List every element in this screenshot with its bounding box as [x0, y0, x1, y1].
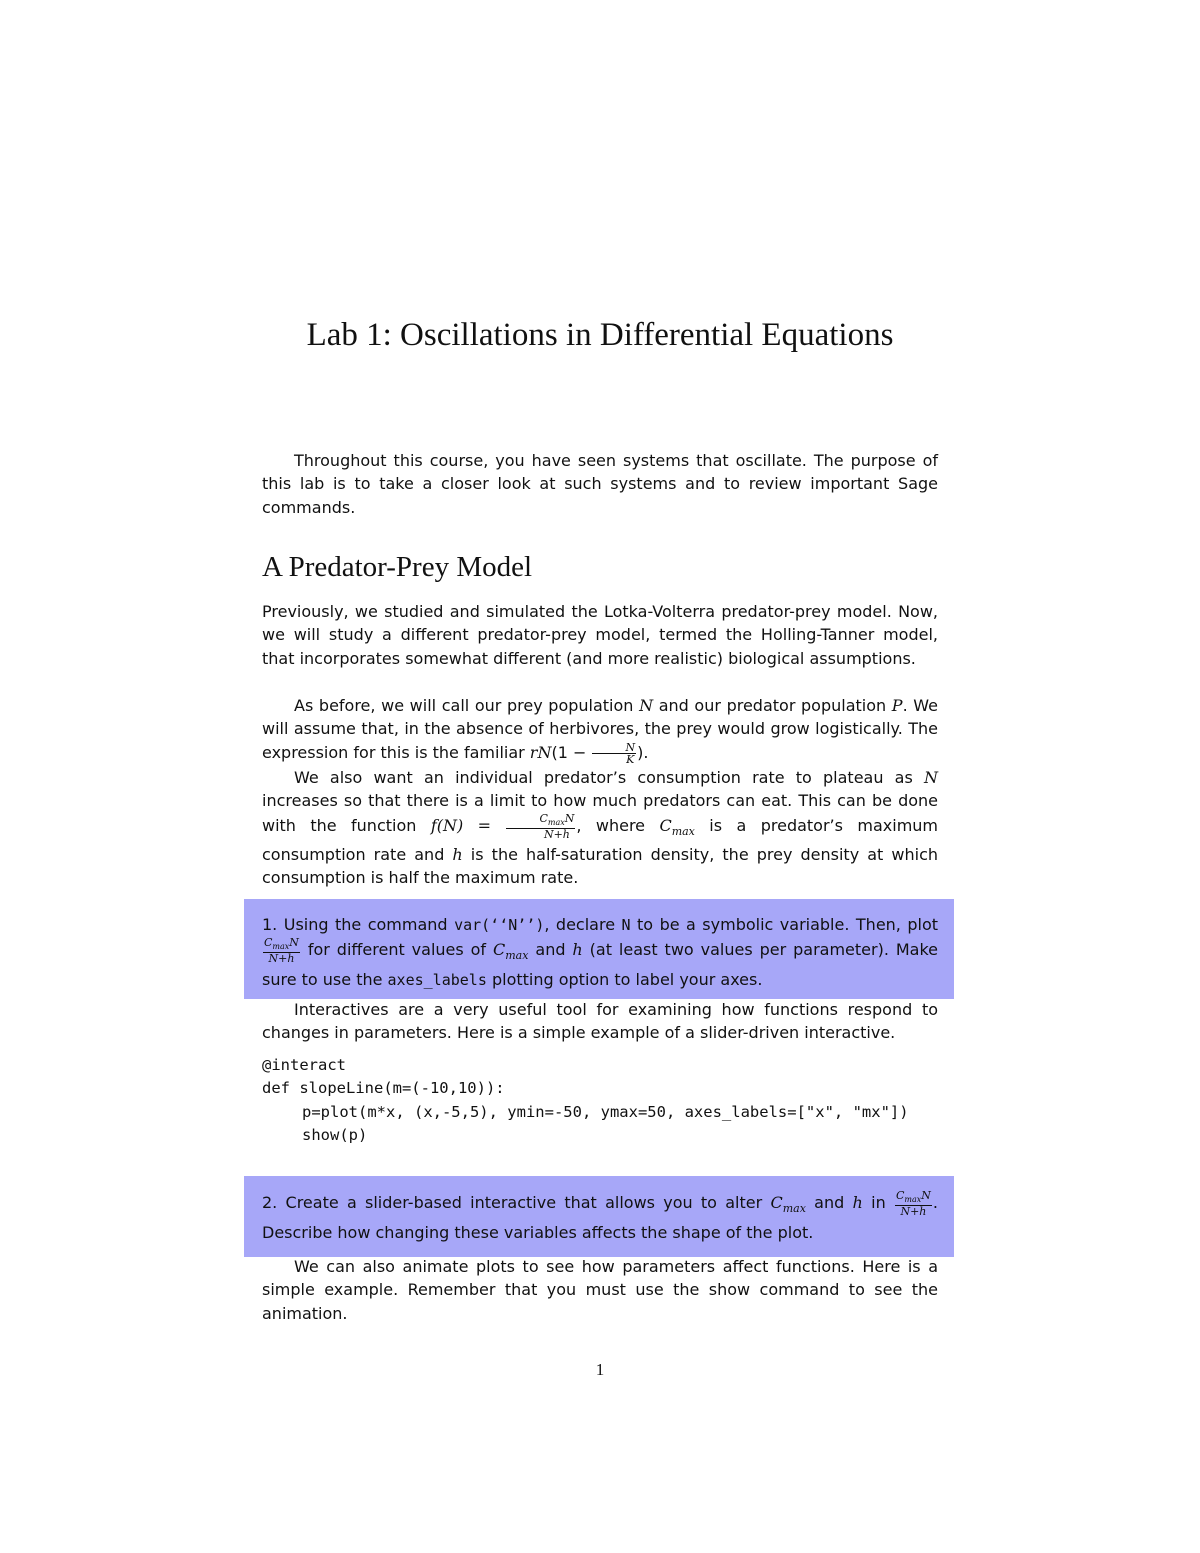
text-run: We also want an individual predator’s consumption rate to plateau as — [294, 768, 924, 787]
text-run: for different values of — [300, 940, 493, 960]
text-run: , declare — [544, 915, 622, 934]
cmax-sub: max — [671, 824, 695, 838]
fraction-numerator — [506, 813, 575, 829]
cmax-sub: max — [782, 1202, 806, 1216]
text-run: is the half-saturation density, the prey density at which consumption is half the maximum rate. — [262, 845, 939, 888]
fraction-N-over-K — [592, 742, 636, 765]
code-block — [262, 1054, 909, 1148]
text-run: . Describe how changing these variables affects the shape of the plot. — [262, 1193, 938, 1242]
text-run: (at least two values per parameter). Make sure to use the — [262, 940, 938, 989]
previously-paragraph: Previously, we studied and simulated the Lotka-Volterra predator-prey model. Now, we will study a different predator-prey model, termed the Holling-Tanner model, that incorporates somewhat different (and more realistic) biological assumptions. — [262, 602, 938, 668]
exercise-1-text — [262, 913, 938, 992]
frac-sub: max — [547, 817, 565, 827]
interactives-paragraph: Interactives are a very useful tool for examining how functions respond to changes in parameters. Here is a simple example of a slider-driven interactive. — [262, 1000, 938, 1043]
frac-n: N — [564, 811, 575, 825]
text-run: plotting option to label your axes. — [486, 969, 763, 989]
frac-sub: max — [904, 1195, 922, 1205]
command-var: var(‘‘N’’) — [454, 916, 545, 934]
math-paren: (1 − — [551, 742, 592, 762]
fraction-denominator: N+h — [543, 827, 570, 841]
math-h: h — [452, 845, 463, 865]
math-P: P — [891, 696, 903, 715]
fraction-numerator — [263, 937, 300, 953]
page-number: 1 — [595, 1360, 605, 1379]
symbol-N: N — [621, 916, 631, 934]
math-N: N — [924, 768, 938, 787]
math-cmax — [493, 940, 529, 963]
section-heading: A Predator-Prey Model — [262, 551, 533, 583]
code-line: def slopeLine(m=(-10,10)): — [262, 1079, 505, 1098]
text-run: As before, we will call our prey population — [294, 696, 640, 715]
fraction-denominator: N+h — [900, 1205, 927, 1219]
math-cmax — [659, 815, 695, 838]
fraction-numerator: N — [592, 742, 636, 754]
fraction-denominator: N+h — [268, 952, 295, 966]
frac-c: C — [539, 811, 548, 825]
cmax-c: C — [770, 1193, 783, 1213]
math-f-of-N: f(N) = — [430, 815, 506, 835]
math-close: ). — [637, 742, 649, 762]
cmax-sub: max — [505, 949, 529, 963]
math-N: N — [639, 696, 654, 715]
text-run: is a predator’s maximum consumption rate and — [262, 815, 938, 865]
lab-title: Lab 1: Oscillations in Differential Equations — [306, 317, 894, 353]
exercise-1-box — [244, 899, 954, 999]
frac-n: N — [289, 936, 299, 950]
frac-c: C — [264, 936, 273, 950]
text-run: and — [528, 940, 573, 960]
text-run: 2. Create a slider-based interactive that allows you to alter — [262, 1193, 771, 1213]
text-run: increases so that there is a limit to how much predators can eat. This can be done with the function — [262, 791, 938, 835]
frac-sub: max — [272, 942, 290, 952]
math-rN: rN — [529, 742, 552, 762]
text-run: , where — [576, 815, 660, 835]
code-line: show(p) — [302, 1126, 368, 1145]
fraction-numerator — [895, 1190, 932, 1206]
math-cmax — [770, 1193, 806, 1216]
text-run: 1. Using the command — [262, 915, 455, 934]
cmax-c: C — [659, 815, 672, 835]
code-line: p=plot(m*x, (x,-5,5), ymin=-50, ymax=50, axes_labels=["x", "mx"]) — [302, 1102, 909, 1121]
cmax-c: C — [493, 940, 506, 960]
text-run: . We will assume that, in the absence of herbivores, the prey would grow logistically. The expression for this is the familiar — [262, 696, 939, 762]
text-run: in — [862, 1193, 894, 1213]
fraction-cmax-N-over-N-plus-h — [263, 937, 300, 964]
animate-paragraph: We can also animate plots to see how parameters affect functions. Here is a simple example. Remember that you must use the show command to see the animation. — [262, 1257, 938, 1323]
exercise-2-box — [244, 1176, 954, 1257]
text-run: and — [805, 1193, 853, 1213]
text-run: and our predator population — [653, 696, 892, 715]
option-axes-labels: axes_labels — [387, 970, 487, 989]
consumption-rate-paragraph — [262, 766, 938, 890]
fraction-denominator: K — [626, 752, 635, 766]
fraction-cmax-N-over-N-plus-h — [506, 813, 575, 840]
exercise-2-text — [262, 1190, 938, 1244]
text-run: to be a symbolic variable. Then, plot — [630, 915, 939, 934]
code-line: @interact — [262, 1056, 346, 1074]
prey-population-paragraph — [262, 694, 938, 765]
math-h: h — [572, 940, 583, 960]
frac-n: N — [921, 1189, 931, 1202]
fraction-cmax-N-over-N-plus-h — [895, 1190, 932, 1217]
intro-paragraph: Throughout this course, you have seen systems that oscillate. The purpose of this lab is to take a closer look at such systems and to review important Sage commands. — [262, 451, 938, 517]
math-h: h — [852, 1193, 863, 1213]
frac-c: C — [895, 1189, 905, 1202]
